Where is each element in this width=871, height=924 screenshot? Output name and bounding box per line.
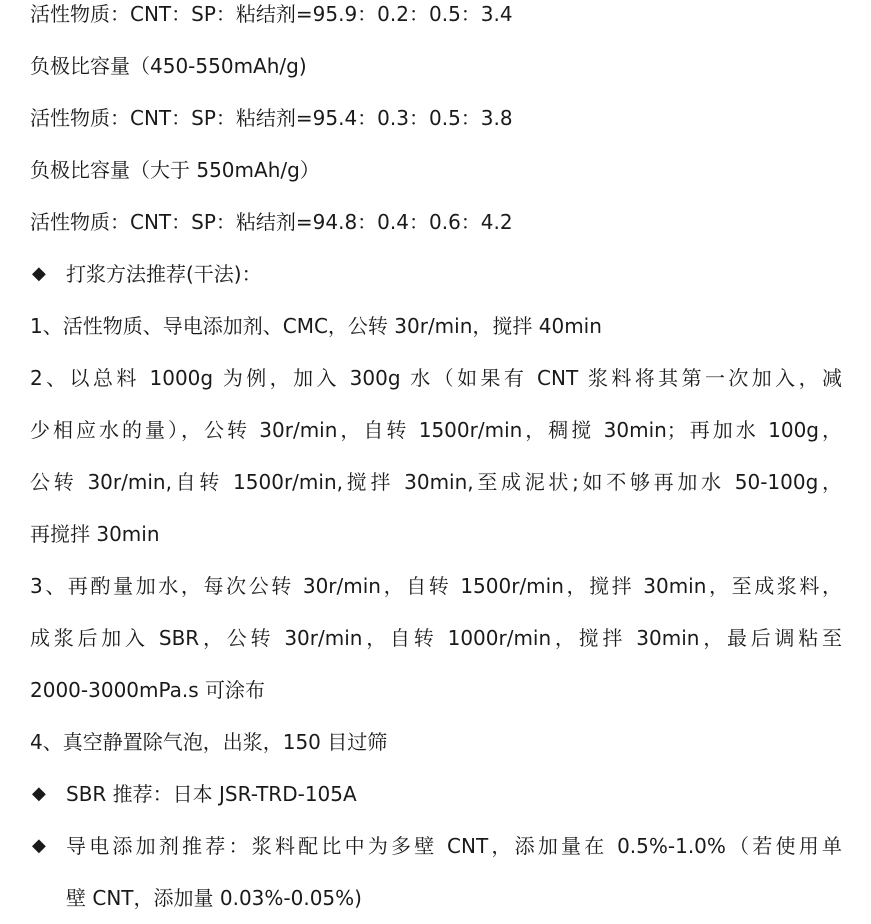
diamond-bullet-icon: ◆ <box>32 783 46 804</box>
diamond-bullet-icon: ◆ <box>32 263 46 284</box>
ratio-line-1: 活性物质：CNT：SP：粘结剂=95.9：0.2：0.5：3.4 <box>30 2 513 26</box>
conductive-additive-text: 导电添加剂推荐：浆料配比中为多壁 CNT，添加量在 0.5%-1.0%（若使用单 <box>66 834 842 858</box>
conductive-additive-continuation: 壁 CNT，添加量 0.03%-0.05%) <box>66 886 362 910</box>
conductive-additive-recommendation <box>30 820 842 872</box>
step-3-line-1: 3、再酌量加水，每次公转 30r/min，自转 1500r/min，搅拌 30min，至成浆料， <box>30 574 842 598</box>
slurry-method-heading-text: 打浆方法推荐(干法)： <box>66 262 262 286</box>
step-1: 1、活性物质、导电添加剂、CMC，公转 30r/min，搅拌 40min <box>30 314 602 338</box>
slurry-method-heading <box>30 248 842 300</box>
capacity-heading-450-550: 负极比容量（450-550mAh/g) <box>30 54 307 78</box>
step-2-line-2: 少相应水的量），公转 30r/min，自转 1500r/min，稠搅 30min；再加水 100g， <box>30 418 842 442</box>
diamond-bullet-icon: ◆ <box>32 835 46 856</box>
document-body <box>30 0 842 924</box>
sbr-recommendation-text: SBR 推荐：日本 JSR-TRD-105A <box>66 782 357 806</box>
step-4: 4、真空静置除气泡，出浆，150 目过筛 <box>30 730 388 754</box>
step-2-line-1: 2、以总料 1000g 为例，加入 300g 水（如果有 CNT 浆料将其第一次加入，减 <box>30 366 842 390</box>
step-2-line-3: 公转 30r/min,自转 1500r/min,搅拌 30min,至成泥状;如不够再加水 50-100g， <box>30 470 842 494</box>
step-2-line-4: 再搅拌 30min <box>30 522 160 546</box>
sbr-recommendation <box>30 768 842 820</box>
ratio-line-3: 活性物质：CNT：SP：粘结剂=94.8：0.4：0.6：4.2 <box>30 210 513 234</box>
step-3-line-3: 2000-3000mPa.s 可涂布 <box>30 678 266 702</box>
ratio-line-2: 活性物质：CNT：SP：粘结剂=95.4：0.3：0.5：3.8 <box>30 106 513 130</box>
capacity-heading-above-550: 负极比容量（大于 550mAh/g） <box>30 158 320 182</box>
step-3-line-2: 成浆后加入 SBR，公转 30r/min，自转 1000r/min，搅拌 30min，最后调粘至 <box>30 626 842 650</box>
